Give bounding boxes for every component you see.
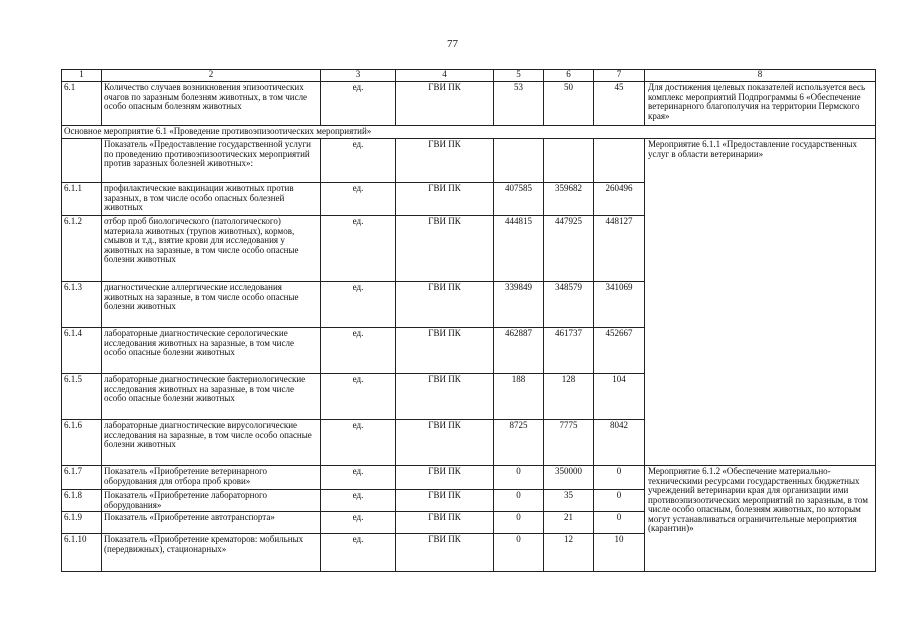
- row-name: Показатель «Приобретение крематоров: мобильных (передвижных), стационарных»: [102, 534, 321, 572]
- row-unit: ед.: [321, 420, 396, 466]
- row-value-3: 104: [594, 374, 645, 420]
- row-code: 6.1.6: [62, 420, 102, 466]
- row-name: Показатель «Приобретение автотранспорта»: [102, 512, 321, 534]
- row-executor: ГВИ ПК: [396, 420, 494, 466]
- row-value-1: 462887: [494, 328, 544, 374]
- row-name: лабораторные диагностические серологические исследования животных на заразные, в том числе особо опасные болезни животных: [102, 328, 321, 374]
- row-unit: ед.: [321, 374, 396, 420]
- row-code: 6.1.1: [62, 183, 102, 216]
- row-value-3: 10: [594, 534, 645, 572]
- indicators-table: [61, 69, 876, 572]
- row-value-1: 188: [494, 374, 544, 420]
- row-value-3: 341069: [594, 282, 645, 328]
- row-name: профилактические вакцинации животных против заразных, в том числе особо опасных болезней животных: [102, 183, 321, 216]
- section-title: Основное мероприятие 6.1 «Проведение противоэпизоотических мероприятий»: [62, 126, 876, 139]
- header-cell: 3: [321, 70, 396, 82]
- row-name: диагностические аллергические исследования животных на заразные, в том числе особо опасные болезни животных: [102, 282, 321, 328]
- row-executor: ГВИ ПК: [396, 328, 494, 374]
- section-title-row: [62, 126, 876, 139]
- empty-cell: [544, 139, 594, 183]
- row-value-3: 0: [594, 512, 645, 534]
- header-cell: 5: [494, 70, 544, 82]
- header-cell: 1: [62, 70, 102, 82]
- row-executor: ГВИ ПК: [396, 216, 494, 282]
- row-executor: ГВИ ПК: [396, 82, 494, 126]
- row-code: 6.1.2: [62, 216, 102, 282]
- row-note: Для достижения целевых показателей используется весь комплекс мероприятий Подпрограммы 6 «Обеспечение ветеринарного благополучия на территории Пермского края»: [645, 82, 876, 126]
- row-code: 6.1.10: [62, 534, 102, 572]
- measure-note-1: Мероприятие 6.1.1 «Предоставление государственных услуг в области ветеринарии»: [645, 139, 876, 466]
- row-executor: ГВИ ПК: [396, 466, 494, 490]
- row-value-3: 0: [594, 490, 645, 512]
- row-value-1: 0: [494, 490, 544, 512]
- row-code: 6.1: [62, 82, 102, 126]
- indicator-unit: ед.: [321, 139, 396, 183]
- row-value-2: 21: [544, 512, 594, 534]
- row-value-2: 447925: [544, 216, 594, 282]
- header-cell: 4: [396, 70, 494, 82]
- row-name: отбор проб биологического (патологического) материала животных (трупов животных), кормов, смывов и т.д., взятие крови для исследования у животных на заразные, в том числе особо опасные болезни животных: [102, 216, 321, 282]
- indicator-executor: ГВИ ПК: [396, 139, 494, 183]
- header-cell: 6: [544, 70, 594, 82]
- row-name: лабораторные диагностические вирусологические исследования на заразные, в том числе особо опасные болезни животных: [102, 420, 321, 466]
- row-name: Показатель «Приобретение лабораторного оборудования»: [102, 490, 321, 512]
- row-code: 6.1.8: [62, 490, 102, 512]
- header-cell: 7: [594, 70, 645, 82]
- row-unit: ед.: [321, 183, 396, 216]
- indicator-row: [62, 139, 876, 183]
- row-code: 6.1.9: [62, 512, 102, 534]
- row-value-2: 12: [544, 534, 594, 572]
- row-unit: ед.: [321, 216, 396, 282]
- header-row: [62, 70, 876, 82]
- row-code: 6.1.4: [62, 328, 102, 374]
- row-value-2: 461737: [544, 328, 594, 374]
- table-row: [62, 82, 876, 126]
- row-value-2: 35: [544, 490, 594, 512]
- page-number: 77: [447, 38, 458, 50]
- row-unit: ед.: [321, 82, 396, 126]
- row-value-3: 8042: [594, 420, 645, 466]
- header-cell: 8: [645, 70, 876, 82]
- row-value-3: 452667: [594, 328, 645, 374]
- empty-cell: [494, 139, 544, 183]
- row-executor: ГВИ ПК: [396, 183, 494, 216]
- row-value-1: 444815: [494, 216, 544, 282]
- row-name: Количество случаев возникновения эпизоотических очагов по заразным болезням животных, в том числе особо опасным болезням животных: [102, 82, 321, 126]
- measure-note-2: Мероприятие 6.1.2 «Обеспечение материально-техническими ресурсами государственных бюджетных учреждений ветеринарии края для организации ими противоэпизоотических мероприятий по заразным, в том числе особо опасным, болезням животных, по которым могут устанавливаться ограничительные мероприятия (карантин)»: [645, 466, 876, 572]
- row-unit: ед.: [321, 328, 396, 374]
- header-cell: 2: [102, 70, 321, 82]
- row-value-1: 53: [494, 82, 544, 126]
- row-value-2: 128: [544, 374, 594, 420]
- table-row: [62, 466, 876, 490]
- row-executor: ГВИ ПК: [396, 282, 494, 328]
- row-name: Показатель «Приобретение ветеринарного оборудования для отбора проб крови»: [102, 466, 321, 490]
- row-executor: ГВИ ПК: [396, 512, 494, 534]
- row-unit: ед.: [321, 282, 396, 328]
- row-unit: ед.: [321, 490, 396, 512]
- row-code: [62, 139, 102, 183]
- indicator-name: Показатель «Предоставление государственной услуги по проведению противоэпизоотических мероприятий против заразных болезней животных»:: [102, 139, 321, 183]
- row-executor: ГВИ ПК: [396, 374, 494, 420]
- row-executor: ГВИ ПК: [396, 534, 494, 572]
- row-code: 6.1.3: [62, 282, 102, 328]
- row-code: 6.1.5: [62, 374, 102, 420]
- row-value-1: 0: [494, 534, 544, 572]
- row-value-1: 0: [494, 466, 544, 490]
- row-name: лабораторные диагностические бактериологические исследования животных на заразные, в том числе особо опасные болезни животных: [102, 374, 321, 420]
- row-value-3: 260496: [594, 183, 645, 216]
- row-unit: ед.: [321, 512, 396, 534]
- row-executor: ГВИ ПК: [396, 490, 494, 512]
- empty-cell: [594, 139, 645, 183]
- row-value-3: 45: [594, 82, 645, 126]
- row-value-2: 348579: [544, 282, 594, 328]
- row-value-2: 7775: [544, 420, 594, 466]
- row-unit: ед.: [321, 466, 396, 490]
- row-unit: ед.: [321, 534, 396, 572]
- row-value-1: 8725: [494, 420, 544, 466]
- row-value-3: 0: [594, 466, 645, 490]
- row-value-2: 359682: [544, 183, 594, 216]
- row-value-1: 0: [494, 512, 544, 534]
- row-value-1: 407585: [494, 183, 544, 216]
- row-value-1: 339849: [494, 282, 544, 328]
- row-code: 6.1.7: [62, 466, 102, 490]
- row-value-2: 350000: [544, 466, 594, 490]
- row-value-3: 448127: [594, 216, 645, 282]
- row-value-2: 50: [544, 82, 594, 126]
